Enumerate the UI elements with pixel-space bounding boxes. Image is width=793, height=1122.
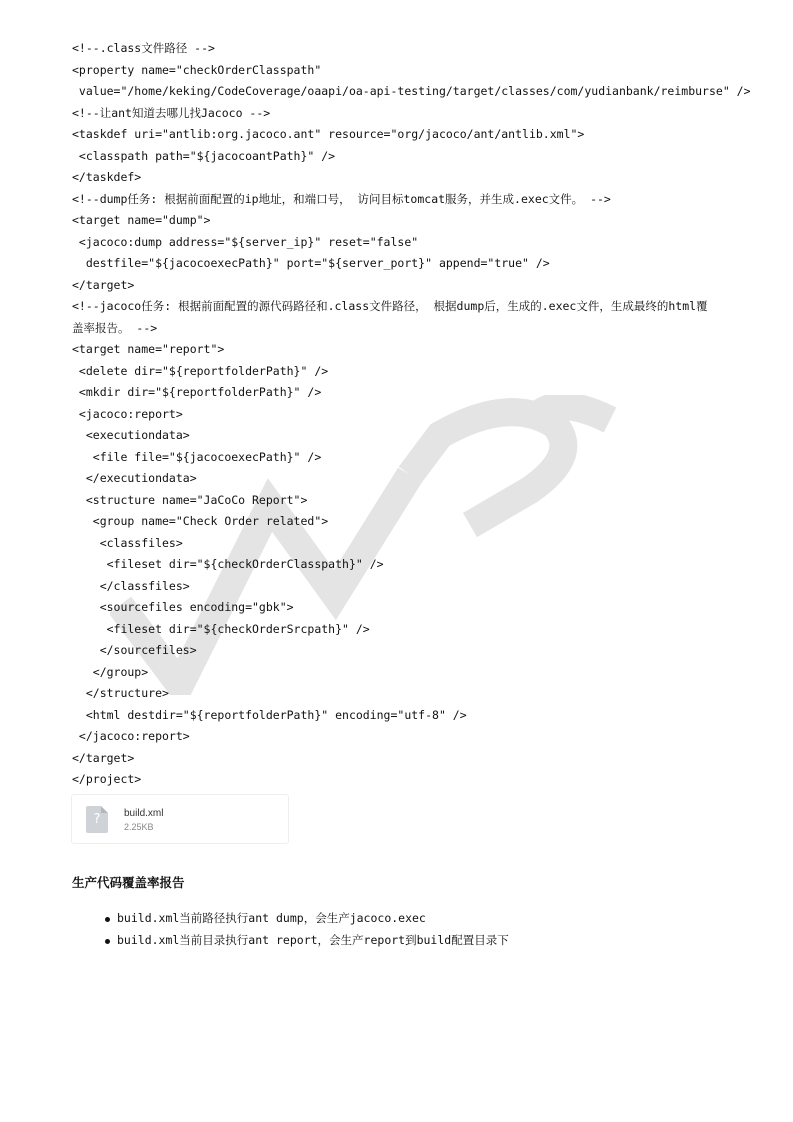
code-line: </target> — [72, 277, 135, 292]
code-line: </group> — [72, 664, 149, 679]
code-line: <property name="checkOrderClasspath" — [72, 62, 322, 77]
code-line: <html destdir="${reportfolderPath}" encoding="utf-8" /> — [72, 707, 467, 722]
bullet-list — [105, 908, 509, 951]
code-line: </taskdef> — [72, 170, 142, 184]
code-line: <classpath path="${jacocoantPath}" /> — [72, 148, 336, 163]
code-line: <!--让ant知道去哪儿找Jacoco --> — [72, 105, 271, 120]
code-line: <!--.class文件路径 --> — [72, 41, 215, 55]
code-line: <executiondata> — [72, 428, 190, 442]
code-block — [72, 38, 751, 791]
code-line: </executiondata> — [72, 471, 197, 485]
code-line: <!--jacoco任务: 根据前面配置的源代码路径和.class文件路径， 根据dump后，生成的.exec文件，生成最终的html覆 — [72, 299, 708, 313]
code-line: <fileset dir="${checkOrderSrcpath}" /> — [72, 621, 370, 636]
code-line: <classfiles> — [72, 535, 183, 550]
code-line: value="/home/keking/CodeCoverage/oaapi/oa-api-testing/target/classes/com/yudianbank/reimburse" /> — [72, 84, 751, 98]
code-line: <fileset dir="${checkOrderClasspath}" /> — [72, 557, 384, 571]
file-icon-glyph: ? — [93, 812, 101, 827]
code-line: </structure> — [72, 686, 169, 700]
code-line: </jacoco:report> — [72, 729, 190, 743]
code-line: <sourcefiles encoding="gbk"> — [72, 600, 294, 614]
code-line: </target> — [72, 750, 135, 765]
file-attachment[interactable] — [71, 794, 289, 844]
code-line: <file file="${jacocoexecPath}" /> — [72, 449, 322, 464]
code-line: <structure name="JaCoCo Report"> — [72, 492, 308, 507]
section-heading: 生产代码覆盖率报告 — [72, 875, 185, 890]
code-line: <mkdir dir="${reportfolderPath}" /> — [72, 385, 322, 399]
code-line: <!--dump任务: 根据前面配置的ip地址，和端口号， 访问目标tomcat服务，并生成.exec文件。 --> — [72, 191, 611, 206]
code-line: <delete dir="${reportfolderPath}" /> — [72, 363, 329, 378]
code-line: 盖率报告。 --> — [72, 320, 158, 335]
code-line: destfile="${jacocoexecPath}" port="${server_port}" append="true" /> — [72, 256, 550, 270]
code-line: <group name="Check Order related"> — [72, 514, 329, 528]
list-item: build.xml当前路径执行ant dump，会生产jacoco.exec — [105, 908, 509, 930]
code-line: <target name="dump"> — [72, 213, 211, 227]
unknown-file-icon — [86, 806, 108, 833]
attachment-file-size: 2.25KB — [124, 822, 154, 832]
attachment-file-name: build.xml — [124, 808, 164, 819]
code-line: </project> — [72, 772, 142, 786]
code-line: </classfiles> — [72, 578, 190, 593]
code-line: </sourcefiles> — [72, 643, 197, 657]
code-line: <taskdef uri="antlib:org.jacoco.ant" resource="org/jacoco/ant/antlib.xml"> — [72, 127, 585, 141]
code-line: <target name="report"> — [72, 342, 225, 356]
code-line: <jacoco:report> — [72, 406, 183, 421]
list-item: build.xml当前目录执行ant report，会生产report到build配置目录下 — [105, 930, 509, 952]
code-line: <jacoco:dump address="${server_ip}" reset="false" — [72, 234, 419, 249]
